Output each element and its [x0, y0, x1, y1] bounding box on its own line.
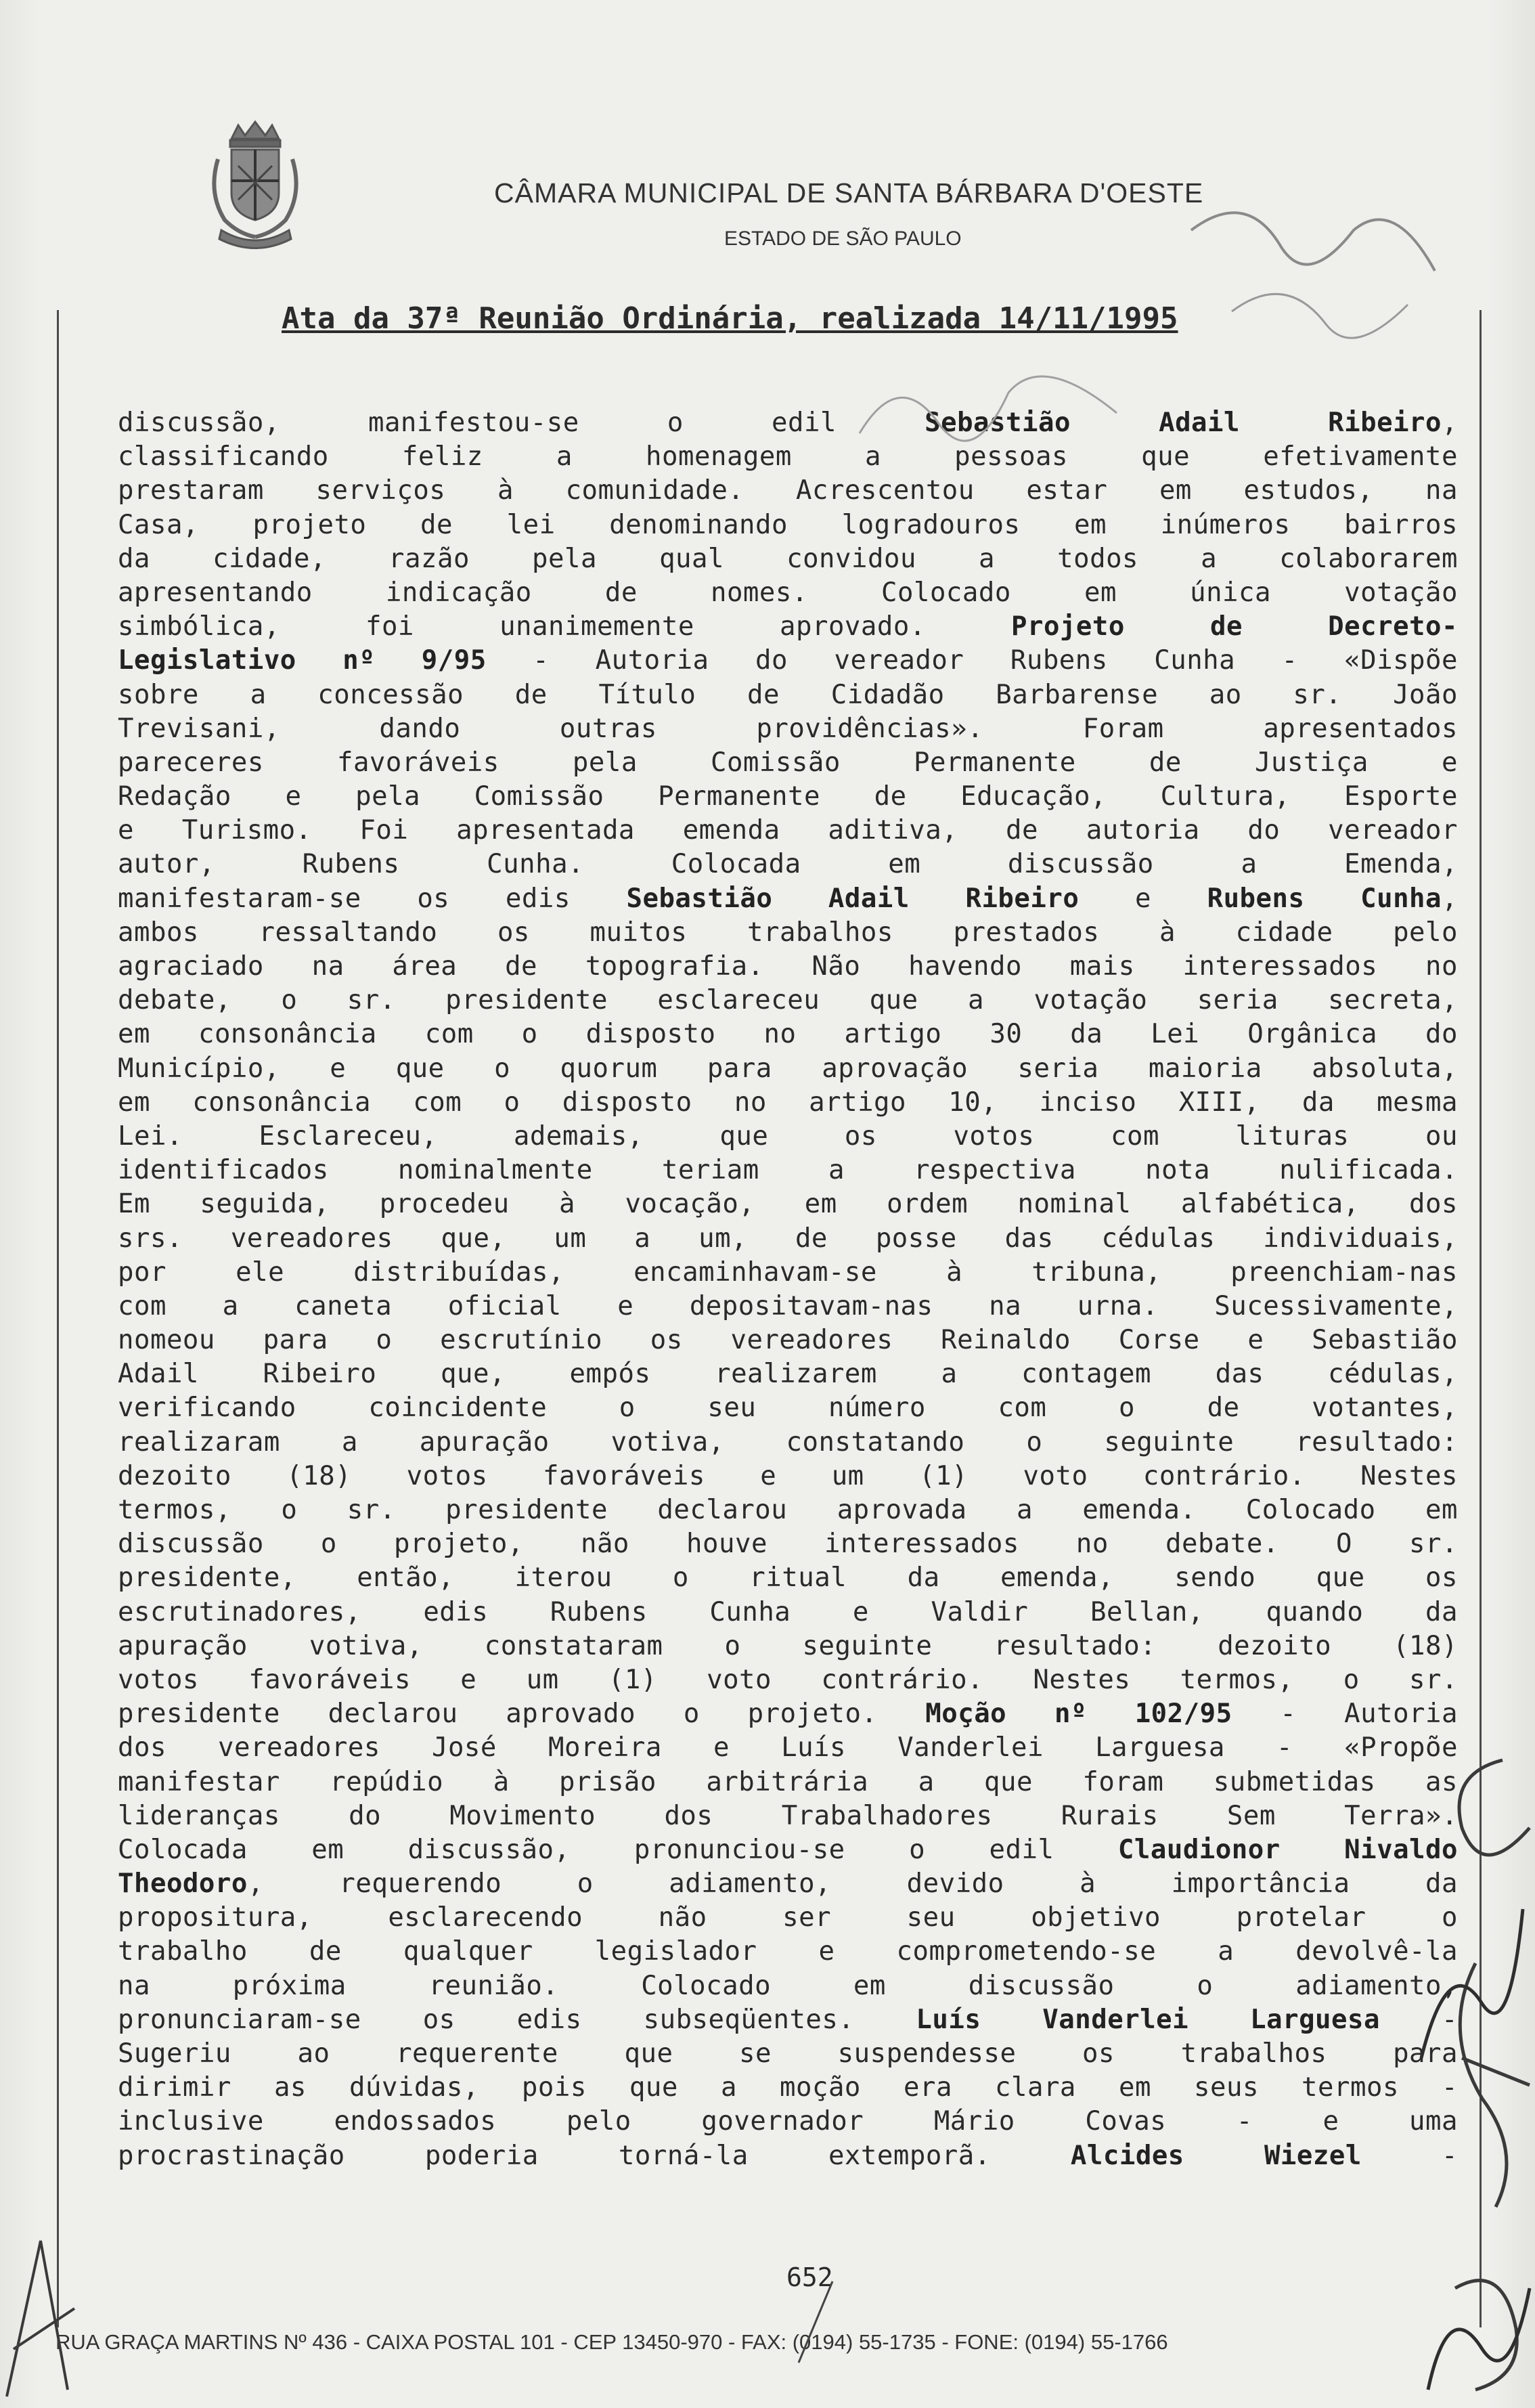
text-run: Município, e que o quorum para aprovação seria maioria absoluta, [118, 1053, 1458, 1084]
text-run: dezoito (18) votos favoráveis e um (1) voto contrário. Nestes [118, 1460, 1458, 1491]
bold-text-run: Rubens Cunha [1207, 883, 1442, 914]
text-line [118, 1527, 1458, 1561]
text-run: , [1442, 883, 1458, 914]
text-run: escrutinadores, edis Rubens Cunha e Valdir Bellan, quando da [118, 1596, 1458, 1627]
bold-text-run: Projeto de Decreto- [1011, 611, 1458, 642]
coat-of-arms-icon [204, 118, 306, 254]
bold-text-run: Sebastião Adail Ribeiro [925, 408, 1442, 438]
text-line [118, 1391, 1458, 1425]
text-line [118, 814, 1458, 848]
text-line [118, 644, 1458, 678]
text-line [118, 1697, 1458, 1731]
text-line [118, 2105, 1458, 2139]
text-line [118, 508, 1458, 542]
text-line [118, 1766, 1458, 1799]
meeting-title: Ata da 37ª Reunião Ordinária, realizada 14/11/1995 [282, 301, 1178, 336]
text-run: Redação e pela Comissão Permanente de Educação, Cultura, Esporte [118, 781, 1458, 812]
text-run: Casa, projeto de lei denominando logradouros em inúmeros bairros [118, 509, 1458, 540]
text-run: em consonância com o disposto no artigo 30 da Lei Orgânica do [118, 1019, 1458, 1050]
text-run: por ele distribuídas, encaminhavam-se à tribuna, preenchiam-nas [118, 1256, 1458, 1288]
text-line [118, 474, 1458, 508]
text-run: sobre a concessão de Título de Cidadão Barbarense ao sr. João [118, 679, 1458, 710]
text-run: e Turismo. Foi apresentada emenda aditiva, de autoria do vereador [118, 815, 1458, 846]
text-run: manifestar repúdio à prisão arbitrária a que foram submetidas as [118, 1766, 1458, 1797]
left-margin-rule [57, 310, 59, 2327]
text-line [118, 1596, 1458, 1629]
text-run: e [1079, 883, 1207, 914]
text-run: apresentando indicação de nomes. Colocado em única votação [118, 577, 1458, 608]
text-run: , requerendo o adiamento, devido à importância da [247, 1868, 1458, 1900]
text-line [118, 2037, 1458, 2071]
text-run: Lei. Esclareceu, ademais, que os votos com lituras ou [118, 1120, 1458, 1152]
text-line [118, 950, 1458, 984]
text-run: identificados nominalmente teriam a respectiva nota nulificada. [118, 1155, 1458, 1186]
text-run: agraciado na área de topografia. Não havendo mais interessados no [118, 951, 1458, 982]
bold-text-run: Theodoro [118, 1868, 248, 1900]
bold-text-run: Luís Vanderlei Larguesa [916, 2004, 1380, 2035]
text-run: Trevisani, dando outras providências». Foram apresentados [118, 713, 1458, 744]
text-run: Em seguida, procedeu à vocação, em ordem nominal alfabética, dos [118, 1189, 1458, 1220]
bold-text-run: Alcides Wiezel [1070, 2140, 1362, 2171]
text-run: lideranças do Movimento dos Trabalhadores Rurais Sem Terra». [118, 1800, 1458, 1831]
text-line [118, 1935, 1458, 1969]
text-run: Adail Ribeiro que, empós realizarem a contagem das cédulas, [118, 1359, 1458, 1390]
institution-name: CÂMARA MUNICIPAL DE SANTA BÁRBARA D'OESTE [494, 177, 1204, 209]
text-line [118, 576, 1458, 610]
text-run: com a caneta oficial e depositavam-nas na urna. Sucessivamente, [118, 1290, 1458, 1321]
text-line [118, 712, 1458, 746]
text-run: discussão o projeto, não houve interessados no debate. O sr. [118, 1529, 1458, 1560]
text-line [118, 1187, 1458, 1221]
bold-text-run: Claudionor Nivaldo [1117, 1834, 1459, 1865]
text-line [118, 1969, 1458, 2003]
text-line [118, 1256, 1458, 1290]
text-line [118, 1086, 1458, 1120]
text-run: simbólica, foi unanimemente aprovado. [118, 611, 1011, 642]
text-run: autor, Rubens Cunha. Colocada em discussão a Emenda, [118, 849, 1458, 880]
text-line [118, 1901, 1458, 1935]
text-run: procrastinação poderia torná-la extemporã. [118, 2140, 1071, 2171]
text-run: votos favoráveis e um (1) voto contrário. Nestes termos, o sr. [118, 1664, 1458, 1695]
state-name: ESTADO DE SÃO PAULO [724, 227, 962, 250]
text-line [118, 882, 1458, 916]
text-run: Sugeriu ao requerente que se suspendesse os trabalhos para [118, 2038, 1458, 2069]
text-line [118, 440, 1458, 474]
text-line [118, 1833, 1458, 1867]
text-run: - Autoria [1232, 1699, 1458, 1730]
text-run: classificando feliz a homenagem a pessoas que efetivamente [118, 441, 1458, 473]
bold-text-run: Moção nº 102/95 [925, 1699, 1232, 1730]
bold-text-run: Sebastião Adail Ribeiro [626, 883, 1080, 914]
text-run: pareceres favoráveis pela Comissão Permanente de Justiça e [118, 747, 1458, 778]
text-line [118, 1561, 1458, 1595]
right-margin-rule [1480, 310, 1482, 2327]
text-line [118, 1017, 1458, 1051]
text-line [118, 1460, 1458, 1493]
text-run: propositura, esclarecendo não ser seu objetivo protelar o [118, 1902, 1458, 1933]
text-run: - [1361, 2140, 1458, 2171]
text-line [118, 1290, 1458, 1323]
text-run: verificando coincidente o seu número com o de votantes, [118, 1393, 1458, 1424]
text-run: discussão, manifestou-se o edil [118, 408, 925, 438]
text-run: ambos ressaltando os muitos trabalhos prestados à cidade pelo [118, 917, 1458, 948]
text-run: Colocada em discussão, pronunciou-se o edil [118, 1834, 1118, 1865]
text-line [118, 1357, 1458, 1391]
text-line [118, 2139, 1458, 2173]
text-line [118, 1663, 1458, 1697]
text-line [118, 916, 1458, 950]
text-run: em consonância com o disposto no artigo 10, inciso XIII, da mesma [118, 1087, 1458, 1118]
text-run: manifestaram-se os edis [118, 883, 627, 914]
text-run: , [1442, 408, 1459, 438]
text-run: da cidade, razão pela qual convidou a todos a colaborarem [118, 543, 1458, 574]
text-line [118, 984, 1458, 1017]
text-run: apuração votiva, constataram o seguinte resultado: dezoito (18) [118, 1630, 1458, 1661]
text-run: inclusive endossados pelo governador Mário Covas - e uma [118, 2106, 1458, 2137]
text-line [118, 1629, 1458, 1663]
text-run: na próxima reunião. Colocado em discussão o adiamento, [118, 1970, 1458, 2001]
text-run: dirimir as dúvidas, pois que a moção era clara em seus termos - [118, 2072, 1458, 2103]
text-run: - Autoria do vereador Rubens Cunha - «Dispõe [486, 645, 1458, 676]
text-line [118, 1426, 1458, 1460]
text-run: - [1379, 2004, 1458, 2035]
text-line [118, 678, 1458, 712]
page-number: 652 [786, 2262, 833, 2292]
minutes-body [118, 406, 1458, 2173]
text-line [118, 1323, 1458, 1357]
text-line [118, 1222, 1458, 1256]
bold-text-run: Legislativo nº 9/95 [118, 645, 487, 676]
text-line [118, 746, 1458, 780]
text-line [118, 1731, 1458, 1765]
text-line [118, 406, 1458, 440]
text-run: prestaram serviços à comunidade. Acrescentou estar em estudos, na [118, 475, 1458, 506]
text-line [118, 2071, 1458, 2105]
text-run: debate, o sr. presidente esclareceu que a votação seria secreta, [118, 985, 1458, 1016]
text-line [118, 542, 1458, 576]
text-run: termos, o sr. presidente declarou aprovada a emenda. Colocado em [118, 1495, 1458, 1525]
text-line [118, 2003, 1458, 2037]
text-run: realizaram a apuração votiva, constatando o seguinte resultado: [118, 1426, 1458, 1458]
text-run: nomeou para o escrutínio os vereadores Reinaldo Corse e Sebastião [118, 1325, 1458, 1356]
text-line [118, 1493, 1458, 1527]
text-line [118, 1154, 1458, 1187]
text-run: presidente declarou aprovado o projeto. [118, 1699, 926, 1730]
footer-address: RUA GRAÇA MARTINS Nº 436 - CAIXA POSTAL 101 - CEP 13450-970 - FAX: (0194) 55-1735 - FONE: (0194) 55-1766 [55, 2330, 1168, 2354]
text-run: presidente, então, iterou o ritual da emenda, sendo que os [118, 1562, 1458, 1594]
text-line [118, 1052, 1458, 1086]
text-line [118, 1799, 1458, 1833]
text-line [118, 1867, 1458, 1901]
text-line [118, 848, 1458, 881]
text-run: trabalho de qualquer legislador e comprometendo-se a devolvê-la [118, 1936, 1458, 1967]
text-line [118, 1120, 1458, 1154]
text-run: srs. vereadores que, um a um, de posse das cédulas individuais, [118, 1223, 1458, 1254]
text-run: pronunciaram-se os edis subseqüentes. [118, 2004, 916, 2035]
text-run: dos vereadores José Moreira e Luís Vanderlei Larguesa - «Propõe [118, 1732, 1458, 1764]
text-line [118, 780, 1458, 814]
text-line [118, 610, 1458, 644]
